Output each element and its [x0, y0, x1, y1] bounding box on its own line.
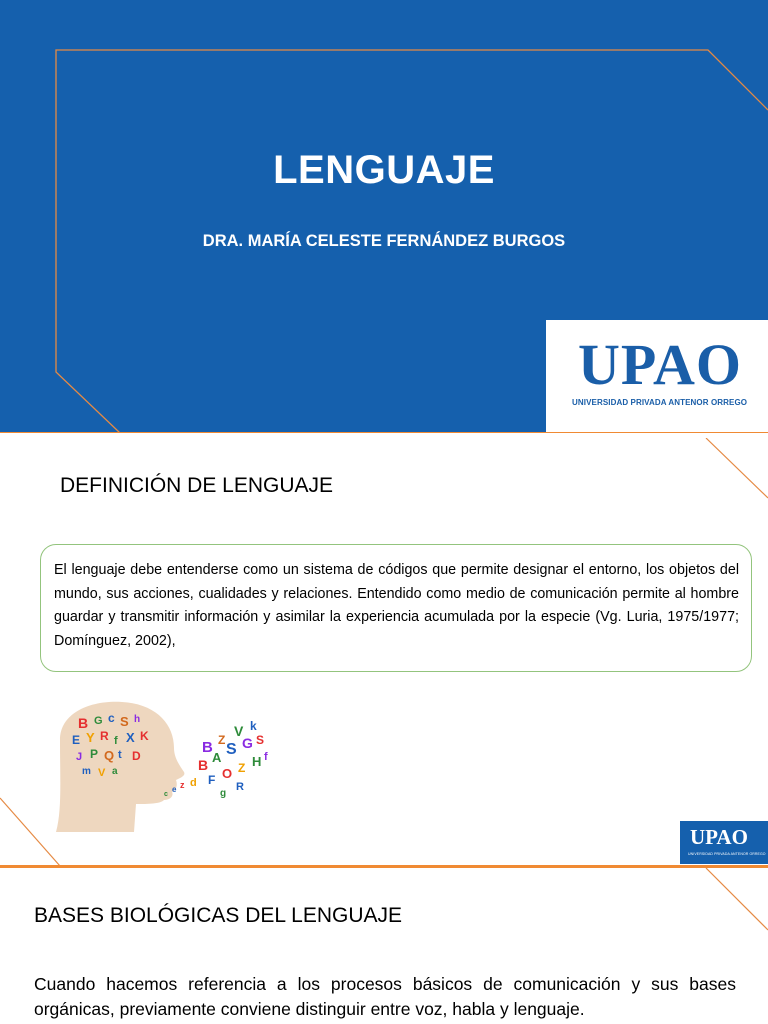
svg-text:t: t: [118, 749, 122, 761]
svg-text:P: P: [90, 747, 99, 761]
svg-text:e: e: [172, 785, 177, 794]
svg-text:m: m: [82, 766, 91, 777]
svg-text:G: G: [242, 735, 253, 751]
svg-text:Y: Y: [86, 730, 95, 745]
svg-text:J: J: [76, 751, 83, 763]
svg-text:Z: Z: [238, 761, 246, 775]
slide-author: DRA. MARÍA CELESTE FERNÁNDEZ BURGOS: [202, 232, 566, 250]
svg-text:Z: Z: [218, 733, 226, 747]
svg-text:S: S: [226, 741, 237, 758]
university-logo-text: UPAO: [578, 332, 743, 397]
svg-text:G: G: [94, 715, 103, 727]
svg-text:R: R: [236, 781, 244, 793]
svg-text:R: R: [100, 729, 109, 743]
svg-text:Q: Q: [104, 748, 115, 763]
definition-slide: [0, 438, 768, 868]
svg-text:h: h: [134, 714, 141, 725]
university-logo-subtitle: UNIVERSIDAD PRIVADA ANTENOR ORREGO: [572, 398, 748, 407]
body-paragraph: Cuando hacemos referencia a los procesos básicos de comunicación y sus bases orgánicas, previamente conviene distinguir entre voz, habla y lenguaje.: [34, 974, 736, 1019]
svg-text:V: V: [234, 723, 244, 739]
svg-text:k: k: [250, 719, 257, 733]
biological-bases-slide: [0, 868, 768, 1024]
svg-text:S: S: [120, 714, 129, 729]
svg-text:X: X: [126, 730, 135, 745]
svg-text:B: B: [202, 739, 213, 756]
svg-text:B: B: [198, 757, 209, 773]
definition-box: El lenguaje debe entenderse como un sistema de códigos que permite designar el entorno, los objetos del mundo, sus acciones, cualidades y relaciones. Entendido como medio de comunicación permite al hombre guardar y transmitir información y asimilar la experiencia acumulada por la especie (Vg. Luria, 1975/1977; Domínguez, 2002),: [40, 544, 752, 672]
svg-text:g: g: [220, 788, 227, 799]
svg-text:F: F: [208, 773, 216, 787]
svg-text:c: c: [108, 711, 115, 725]
svg-text:D: D: [132, 749, 141, 763]
head-speaking-letters-icon: [52, 700, 277, 832]
svg-text:a: a: [112, 766, 118, 777]
svg-text:z: z: [180, 780, 185, 790]
svg-text:S: S: [256, 733, 265, 747]
accent-band: [0, 432, 768, 433]
university-mini-logo-text: UPAO: [690, 825, 748, 849]
svg-text:c: c: [164, 791, 168, 798]
svg-text:O: O: [222, 766, 233, 781]
university-mini-logo-subtitle: UNIVERSIDAD PRIVADA ANTENOR ORREGO: [688, 852, 766, 856]
title-slide: [0, 0, 768, 433]
svg-text:E: E: [72, 733, 81, 747]
svg-text:B: B: [78, 715, 89, 731]
section-heading: BASES BIOLÓGICAS DEL LENGUAJE: [34, 904, 403, 927]
slide-title: LENGUAJE: [273, 148, 495, 192]
svg-text:f: f: [264, 751, 268, 763]
svg-text:f: f: [114, 735, 118, 747]
svg-text:K: K: [140, 729, 149, 743]
svg-text:V: V: [98, 767, 106, 779]
svg-text:H: H: [252, 754, 262, 769]
svg-text:d: d: [190, 777, 197, 789]
section-heading: DEFINICIÓN DE LENGUAJE: [60, 474, 334, 497]
svg-text:A: A: [212, 750, 222, 765]
